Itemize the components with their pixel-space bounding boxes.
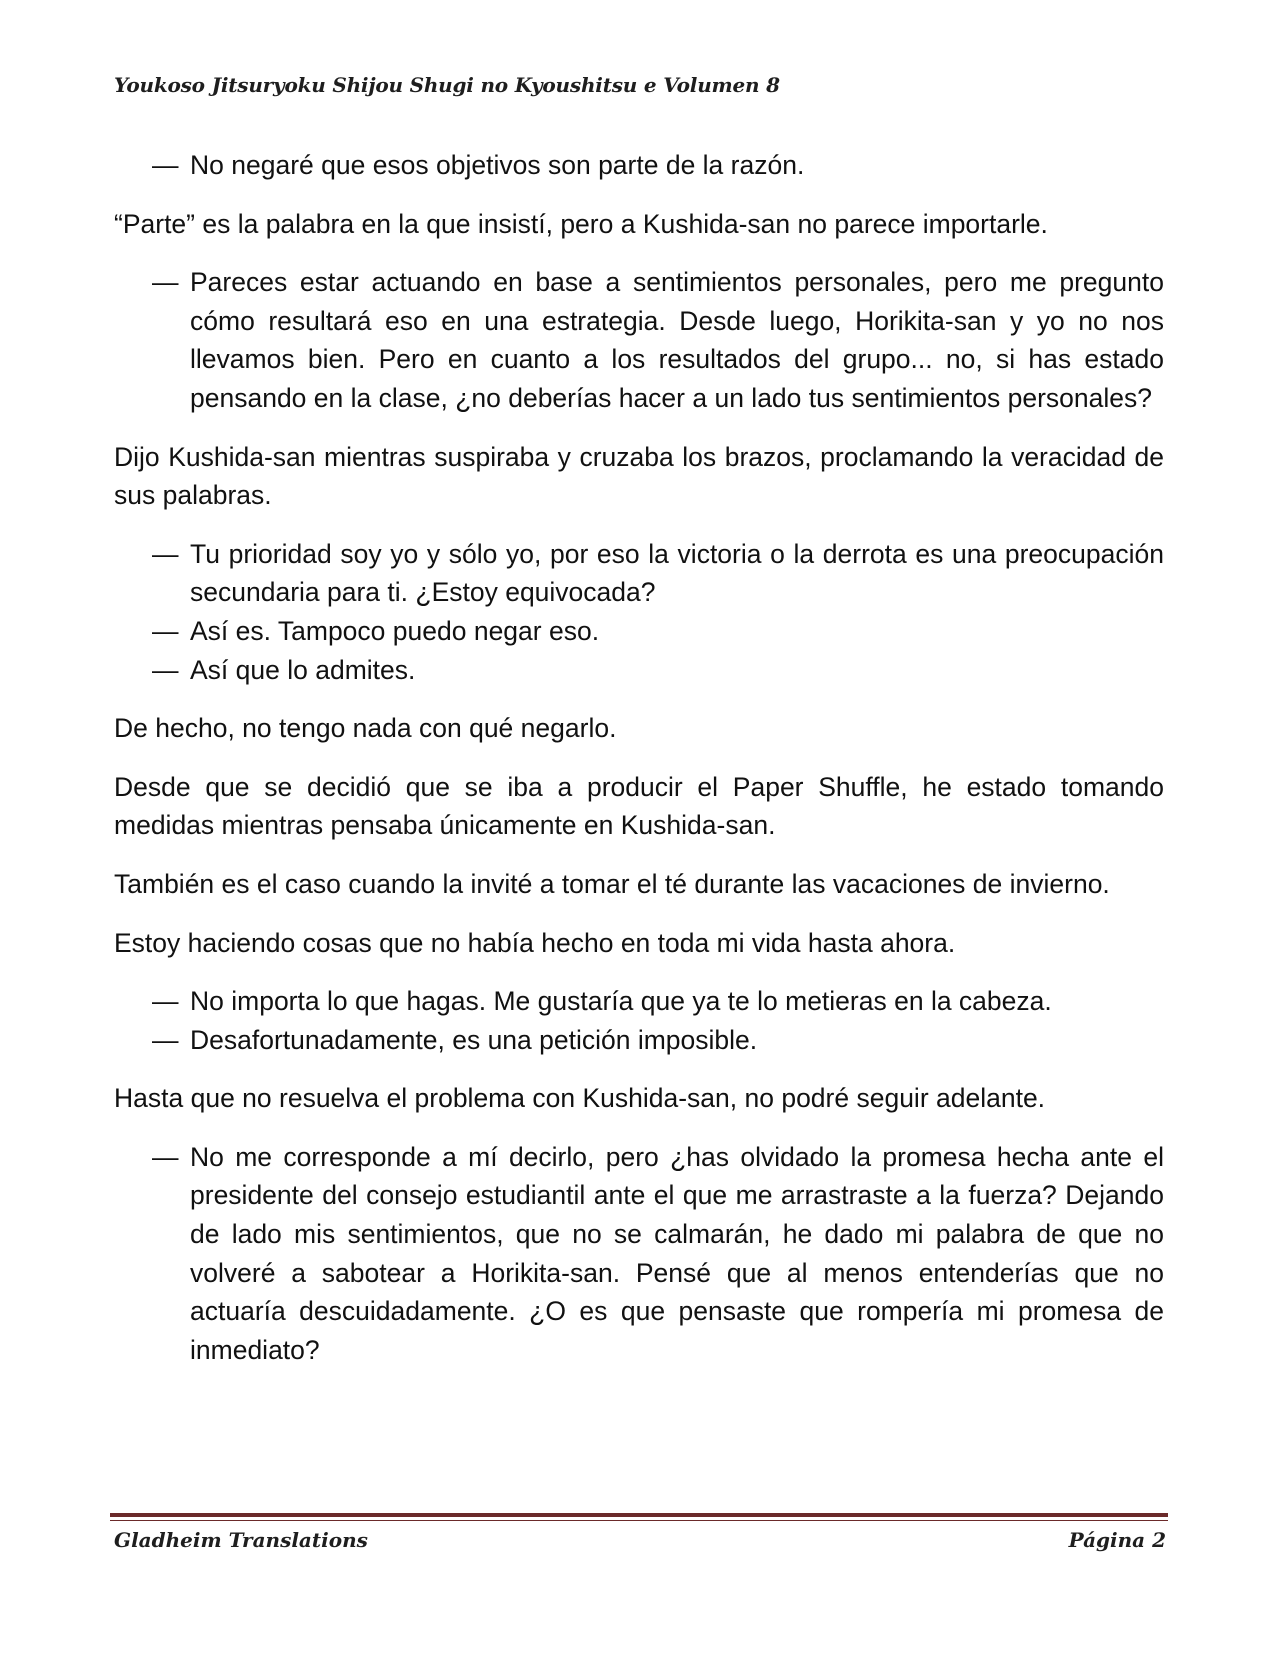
dialogue-text: No negaré que esos objetivos son parte de la razón. bbox=[190, 150, 805, 180]
dialogue-dash: — bbox=[152, 267, 179, 298]
dialogue-dash: — bbox=[152, 986, 179, 1017]
dialogue-group-5 bbox=[114, 1138, 1164, 1370]
dialogue-dash: — bbox=[152, 654, 179, 685]
page-body bbox=[114, 146, 1164, 1389]
dialogue-text: No importa lo que hagas. Me gustaría que ya te lo metieras en la cabeza. bbox=[190, 986, 1052, 1017]
dialogue-text: Así que lo admites. bbox=[190, 654, 416, 685]
dialogue-group-2 bbox=[114, 263, 1164, 417]
dialogue-group-3 bbox=[114, 535, 1164, 689]
narration-paragraph: Desde que se decidió que se iba a producir el Paper Shuffle, he estado tomando medidas mientras pensaba únicamente en Kushida-san. bbox=[114, 771, 1164, 841]
dialogue-dash: — bbox=[152, 615, 179, 646]
footer-credit: Gladheim Translations bbox=[114, 1528, 368, 1552]
running-header: Youkoso Jitsuryoku Shijou Shugi no Kyoushitsu e Volumen 8 bbox=[114, 73, 780, 97]
dialogue-line bbox=[114, 146, 1164, 185]
dialogue-line bbox=[114, 651, 1164, 690]
narration-paragraph: “Parte” es la palabra en la que insistí, pero a Kushida-san no parece importarle. bbox=[114, 208, 1048, 239]
narration-paragraph: De hecho, no tengo nada con qué negarlo. bbox=[114, 713, 617, 744]
narration-paragraph: Dijo Kushida-san mientras suspiraba y cruzaba los brazos, proclamando la veracidad de sus palabras. bbox=[114, 441, 1164, 511]
dialogue-group-1 bbox=[114, 146, 1164, 185]
dialogue-text: Tu prioridad soy yo y sólo yo, por eso la victoria o la derrota es una preocupación secundaria para ti. ¿Estoy equivocada? bbox=[190, 538, 1164, 608]
dialogue-line bbox=[114, 612, 1164, 651]
footer-rule-thick bbox=[110, 1513, 1168, 1517]
dialogue-dash: — bbox=[152, 1024, 179, 1055]
dialogue-line bbox=[114, 535, 1164, 612]
dialogue-dash: — bbox=[152, 1141, 179, 1172]
dialogue-line bbox=[114, 1021, 1164, 1060]
dialogue-group-4 bbox=[114, 982, 1164, 1059]
narration-paragraph: También es el caso cuando la invité a tomar el té durante las vacaciones de invierno. bbox=[114, 868, 1110, 899]
dialogue-line bbox=[114, 263, 1164, 417]
dialogue-line bbox=[114, 1138, 1164, 1370]
dialogue-text: Desafortunadamente, es una petición imposible. bbox=[190, 1024, 758, 1055]
narration-paragraph: Hasta que no resuelva el problema con Kushida-san, no podré seguir adelante. bbox=[114, 1083, 1046, 1114]
page-number: Página 2 bbox=[1068, 1528, 1166, 1552]
dialogue-text: No me corresponde a mí decirlo, pero ¿has olvidado la promesa hecha ante el presidente del consejo estudiantil ante el que me arrastraste a la fuerza? Dejando de lado mis sentimientos, que no se calmarán, he dado mi palabra de que no volveré a sabotear a Horikita-san. Pensé que al menos entenderías que no actuaría descuidadamente. ¿O es que pensaste que rompería mi promesa de inmediato? bbox=[190, 1141, 1164, 1365]
dialogue-dash: — bbox=[152, 150, 179, 180]
dialogue-text: Así es. Tampoco puedo negar eso. bbox=[190, 615, 600, 646]
dialogue-line bbox=[114, 982, 1164, 1021]
narration-paragraph: Estoy haciendo cosas que no había hecho en toda mi vida hasta ahora. bbox=[114, 927, 956, 958]
footer-rule-thin bbox=[110, 1520, 1168, 1521]
dialogue-dash: — bbox=[152, 538, 179, 569]
dialogue-text: Pareces estar actuando en base a sentimientos personales, pero me pregunto cómo resultará eso en una estrategia. Desde luego, Horikita-san y yo no nos llevamos bien. Pero en cuanto a los resultados del grupo... no, si has estado pensando en la clase, ¿no deberías hacer a un lado tus sentimientos personales? bbox=[190, 267, 1164, 413]
